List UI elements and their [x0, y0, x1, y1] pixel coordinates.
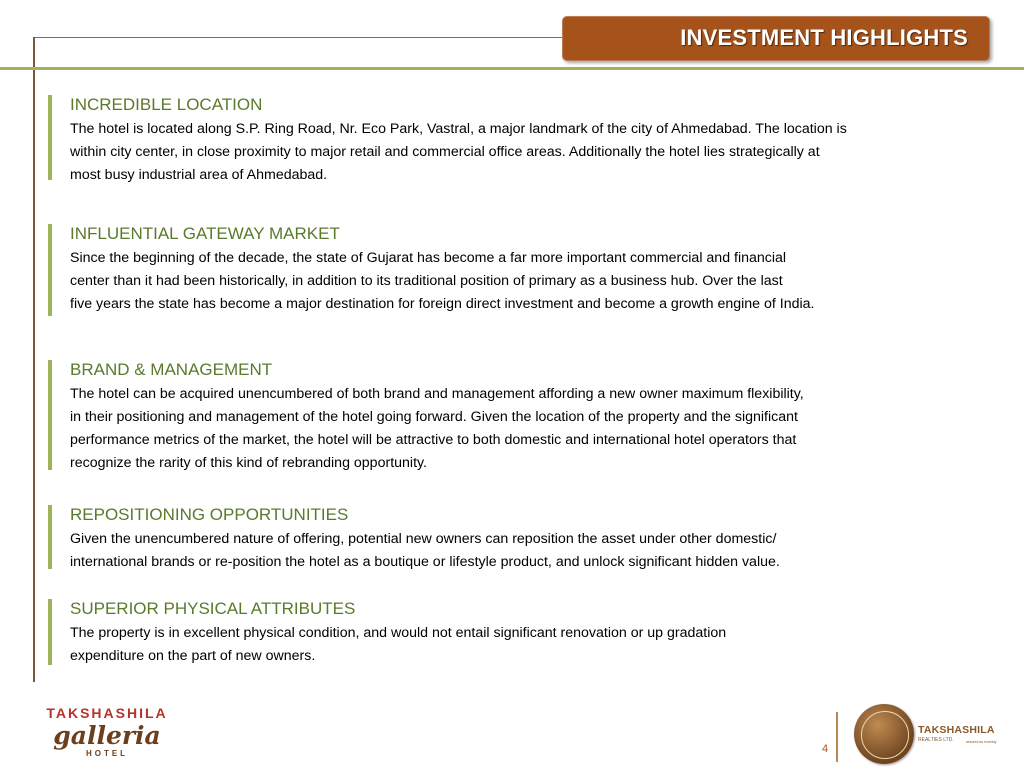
section-text-line: expenditure on the part of new owners.: [70, 648, 316, 664]
section-brand-management: [48, 360, 998, 475]
section-text-line: The hotel is located along S.P. Ring Road, Nr. Eco Park, Vastral, a major landmark of the city of Ahmedabad. The location is: [70, 121, 847, 137]
section-repositioning-opportunities: [48, 505, 998, 575]
section-heading: INCREDIBLE LOCATION: [70, 95, 263, 114]
section-text-line: Given the unencumbered nature of offering, potential new owners can reposition the asset under other domestic/: [70, 531, 777, 547]
page-title: INVESTMENT HIGHLIGHTS: [680, 25, 968, 50]
logo-name-text: galleria: [53, 721, 161, 750]
section-accent-bar: [48, 505, 52, 569]
section-text-line: center than it had been historically, in addition to its traditional position of primary as a business hub. Over the last: [70, 273, 783, 289]
header-green-rule: [0, 67, 1024, 70]
realties-sub-text: REALTIES LTD.: [918, 737, 954, 743]
footer-divider: [836, 712, 838, 762]
section-text-line: performance metrics of the market, the hotel will be attractive to both domestic and international hotel operators that: [70, 432, 797, 448]
section-text-line: most busy industrial area of Ahmedabad.: [70, 167, 328, 183]
logo-sub-text: HOTEL: [85, 749, 129, 758]
section-superior-physical-attributes: [48, 599, 998, 669]
realties-tagline: assured as honesty: [966, 740, 997, 744]
section-accent-bar: [48, 95, 52, 180]
section-text-line: The hotel can be acquired unencumbered of both brand and management affording a new owner maximum flexibility,: [70, 386, 804, 402]
logo-brand-text: TAKSHASHILA: [46, 705, 168, 721]
title-banner: [562, 16, 990, 61]
section-text-line: within city center, in close proximity to major retail and commercial office areas. Additionally the hotel lies strategically at: [70, 144, 820, 160]
section-accent-bar: [48, 599, 52, 665]
left-vertical-rule: [33, 37, 35, 682]
section-incredible-location: [48, 95, 998, 185]
section-accent-bar: [48, 224, 52, 316]
page-number: 4: [822, 743, 829, 755]
section-heading: SUPERIOR PHYSICAL ATTRIBUTES: [70, 599, 356, 618]
takshashila-galleria-logo: [22, 705, 192, 767]
seal-logo-icon: [854, 704, 914, 764]
section-heading: BRAND & MANAGEMENT: [70, 360, 273, 379]
section-text-line: in their positioning and management of the hotel going forward. Given the location of the property and the significant: [70, 409, 798, 425]
section-text-line: five years the state has become a major destination for foreign direct investment and become a growth engine of India.: [70, 296, 815, 312]
section-accent-bar: [48, 360, 52, 470]
realties-brand-text: TAKSHASHILA: [918, 724, 995, 736]
section-text-line: The property is in excellent physical condition, and would not entail significant renovation or up gradation: [70, 625, 727, 641]
section-influential-gateway-market: [48, 224, 998, 319]
section-heading: REPOSITIONING OPPORTUNITIES: [70, 505, 349, 524]
seal-inner-ring: [861, 711, 909, 759]
section-heading: INFLUENTIAL GATEWAY MARKET: [70, 224, 340, 243]
section-text-line: recognize the rarity of this kind of rebranding opportunity.: [70, 455, 427, 471]
section-text-line: Since the beginning of the decade, the state of Gujarat has become a far more important commercial and financial: [70, 250, 787, 266]
section-text-line: international brands or re-position the hotel as a boutique or lifestyle product, and unlock significant hidden value.: [70, 554, 780, 570]
header-rule-top: [33, 37, 568, 38]
